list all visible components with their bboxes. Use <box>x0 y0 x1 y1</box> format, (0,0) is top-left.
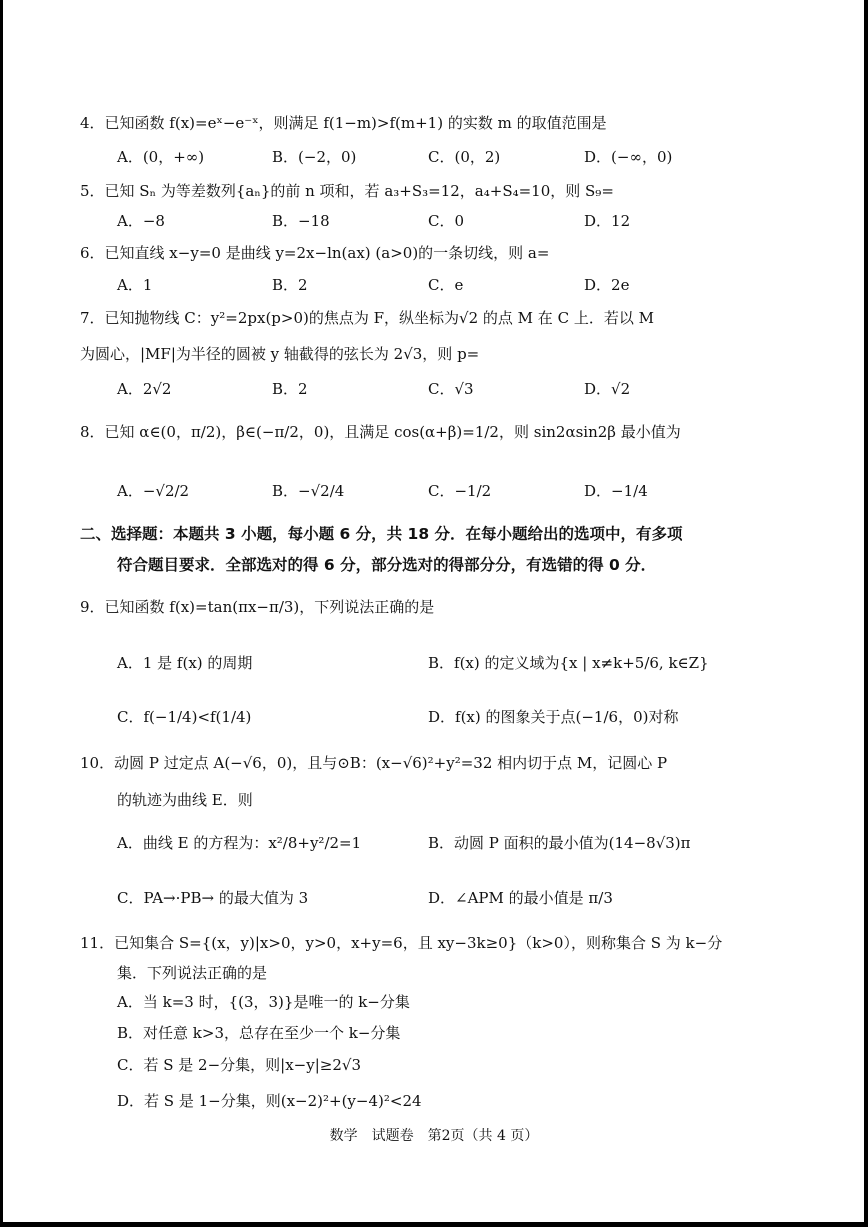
q8-option-c: C．−1/2 <box>428 482 492 500</box>
page-left-edge <box>0 0 3 1227</box>
page-bottom-edge <box>0 1222 868 1227</box>
q11-option-a: A．当 k=3 时，{(3，3)}是唯一的 k−分集 <box>117 993 410 1011</box>
q5-option-d: D．12 <box>584 212 631 230</box>
section-2-heading-cont: 符合题目要求．全部选对的得 6 分，部分选对的得部分分，有选错的得 0 分． <box>117 556 657 574</box>
page-right-edge <box>864 0 868 1227</box>
question-8-stem: 8．已知 α∈(0，π/2)，β∈(−π/2，0)，且满足 cos(α+β)=1/2，则 sin2αsin2β 最小值为 <box>80 423 681 441</box>
q10-option-a: A．曲线 E 的方程为：x²/8+y²/2=1 <box>117 834 362 852</box>
q9-option-d: D．f(x) 的图象关于点(−1/6，0)对称 <box>428 708 679 726</box>
question-11-stem-line-2: 集．下列说法正确的是 <box>117 964 268 982</box>
q8-option-d: D．−1/4 <box>584 482 648 500</box>
q9-option-b: B．f(x) 的定义域为{x | x≠k+5/6, k∈Z} <box>428 654 709 672</box>
q8-option-b: B．−√2/4 <box>272 482 345 500</box>
q7-option-c: C．√3 <box>428 380 474 398</box>
q6-option-b: B．2 <box>272 276 308 294</box>
q5-option-a: A．−8 <box>117 212 165 230</box>
question-5-stem: 5．已知 Sₙ 为等差数列{aₙ}的前 n 项和，若 a₃+S₃=12，a₄+S₄=10，则 S₉= <box>80 182 614 200</box>
question-4-stem: 4．已知函数 f(x)=eˣ−e⁻ˣ，则满足 f(1−m)>f(m+1) 的实数 m 的取值范围是 <box>80 114 607 132</box>
q4-option-a: A．(0，+∞) <box>117 148 205 166</box>
q5-option-c: C．0 <box>428 212 465 230</box>
q10-option-c: C．PA→·PB→ 的最大值为 3 <box>117 889 309 907</box>
question-7-stem-line-2: 为圆心，|MF|为半径的圆被 y 轴截得的弦长为 2√3，则 p= <box>80 345 480 363</box>
q11-option-b: B．对任意 k>3，总存在至少一个 k−分集 <box>117 1024 401 1042</box>
q4-option-c: C．(0，2) <box>428 148 501 166</box>
question-7-stem-line-1: 7．已知抛物线 C：y²=2px(p>0)的焦点为 F，纵坐标为√2 的点 M 在 C 上．若以 M <box>80 309 654 327</box>
q5-option-b: B．−18 <box>272 212 330 230</box>
question-9-stem: 9．已知函数 f(x)=tan(πx−π/3)，下列说法正确的是 <box>80 598 435 616</box>
q9-option-c: C．f(−1/4)<f(1/4) <box>117 708 252 726</box>
q7-option-d: D．√2 <box>584 380 631 398</box>
question-10-stem-line-1: 10．动圆 P 过定点 A(−√6，0)，且与⊙B：(x−√6)²+y²=32 相内切于点 M，记圆心 P <box>80 754 668 772</box>
question-6-stem: 6．已知直线 x−y=0 是曲线 y=2x−ln(ax) (a>0)的一条切线，则 a= <box>80 244 550 262</box>
q10-option-d: D．∠APM 的最小值是 π/3 <box>428 889 613 907</box>
page-footer: 数学 试题卷 第2页（共 4 页） <box>329 1128 539 1144</box>
q11-option-d: D．若 S 是 1−分集，则(x−2)²+(y−4)²<24 <box>117 1092 422 1110</box>
q6-option-a: A．1 <box>117 276 153 294</box>
question-11-stem-line-1: 11．已知集合 S={(x，y)|x>0，y>0，x+y=6，且 xy−3k≥0}（k>0），则称集合 S 为 k−分 <box>80 934 723 952</box>
q11-option-c: C．若 S 是 2−分集，则|x−y|≥2√3 <box>117 1056 361 1074</box>
q4-option-b: B．(−2，0) <box>272 148 357 166</box>
q9-option-a: A．1 是 f(x) 的周期 <box>117 654 253 672</box>
q4-option-d: D．(−∞，0) <box>584 148 673 166</box>
q8-option-a: A．−√2/2 <box>117 482 190 500</box>
q6-option-d: D．2e <box>584 276 630 294</box>
q10-option-b: B．动圆 P 面积的最小值为(14−8√3)π <box>428 834 691 852</box>
question-10-stem-line-2: 的轨迹为曲线 E．则 <box>117 791 253 809</box>
section-2-heading: 二、选择题：本题共 3 小题，每小题 6 分，共 18 分．在每小题给出的选项中，有多项 <box>80 525 683 543</box>
q7-option-b: B．2 <box>272 380 308 398</box>
q6-option-c: C．e <box>428 276 464 294</box>
q7-option-a: A．2√2 <box>117 380 172 398</box>
